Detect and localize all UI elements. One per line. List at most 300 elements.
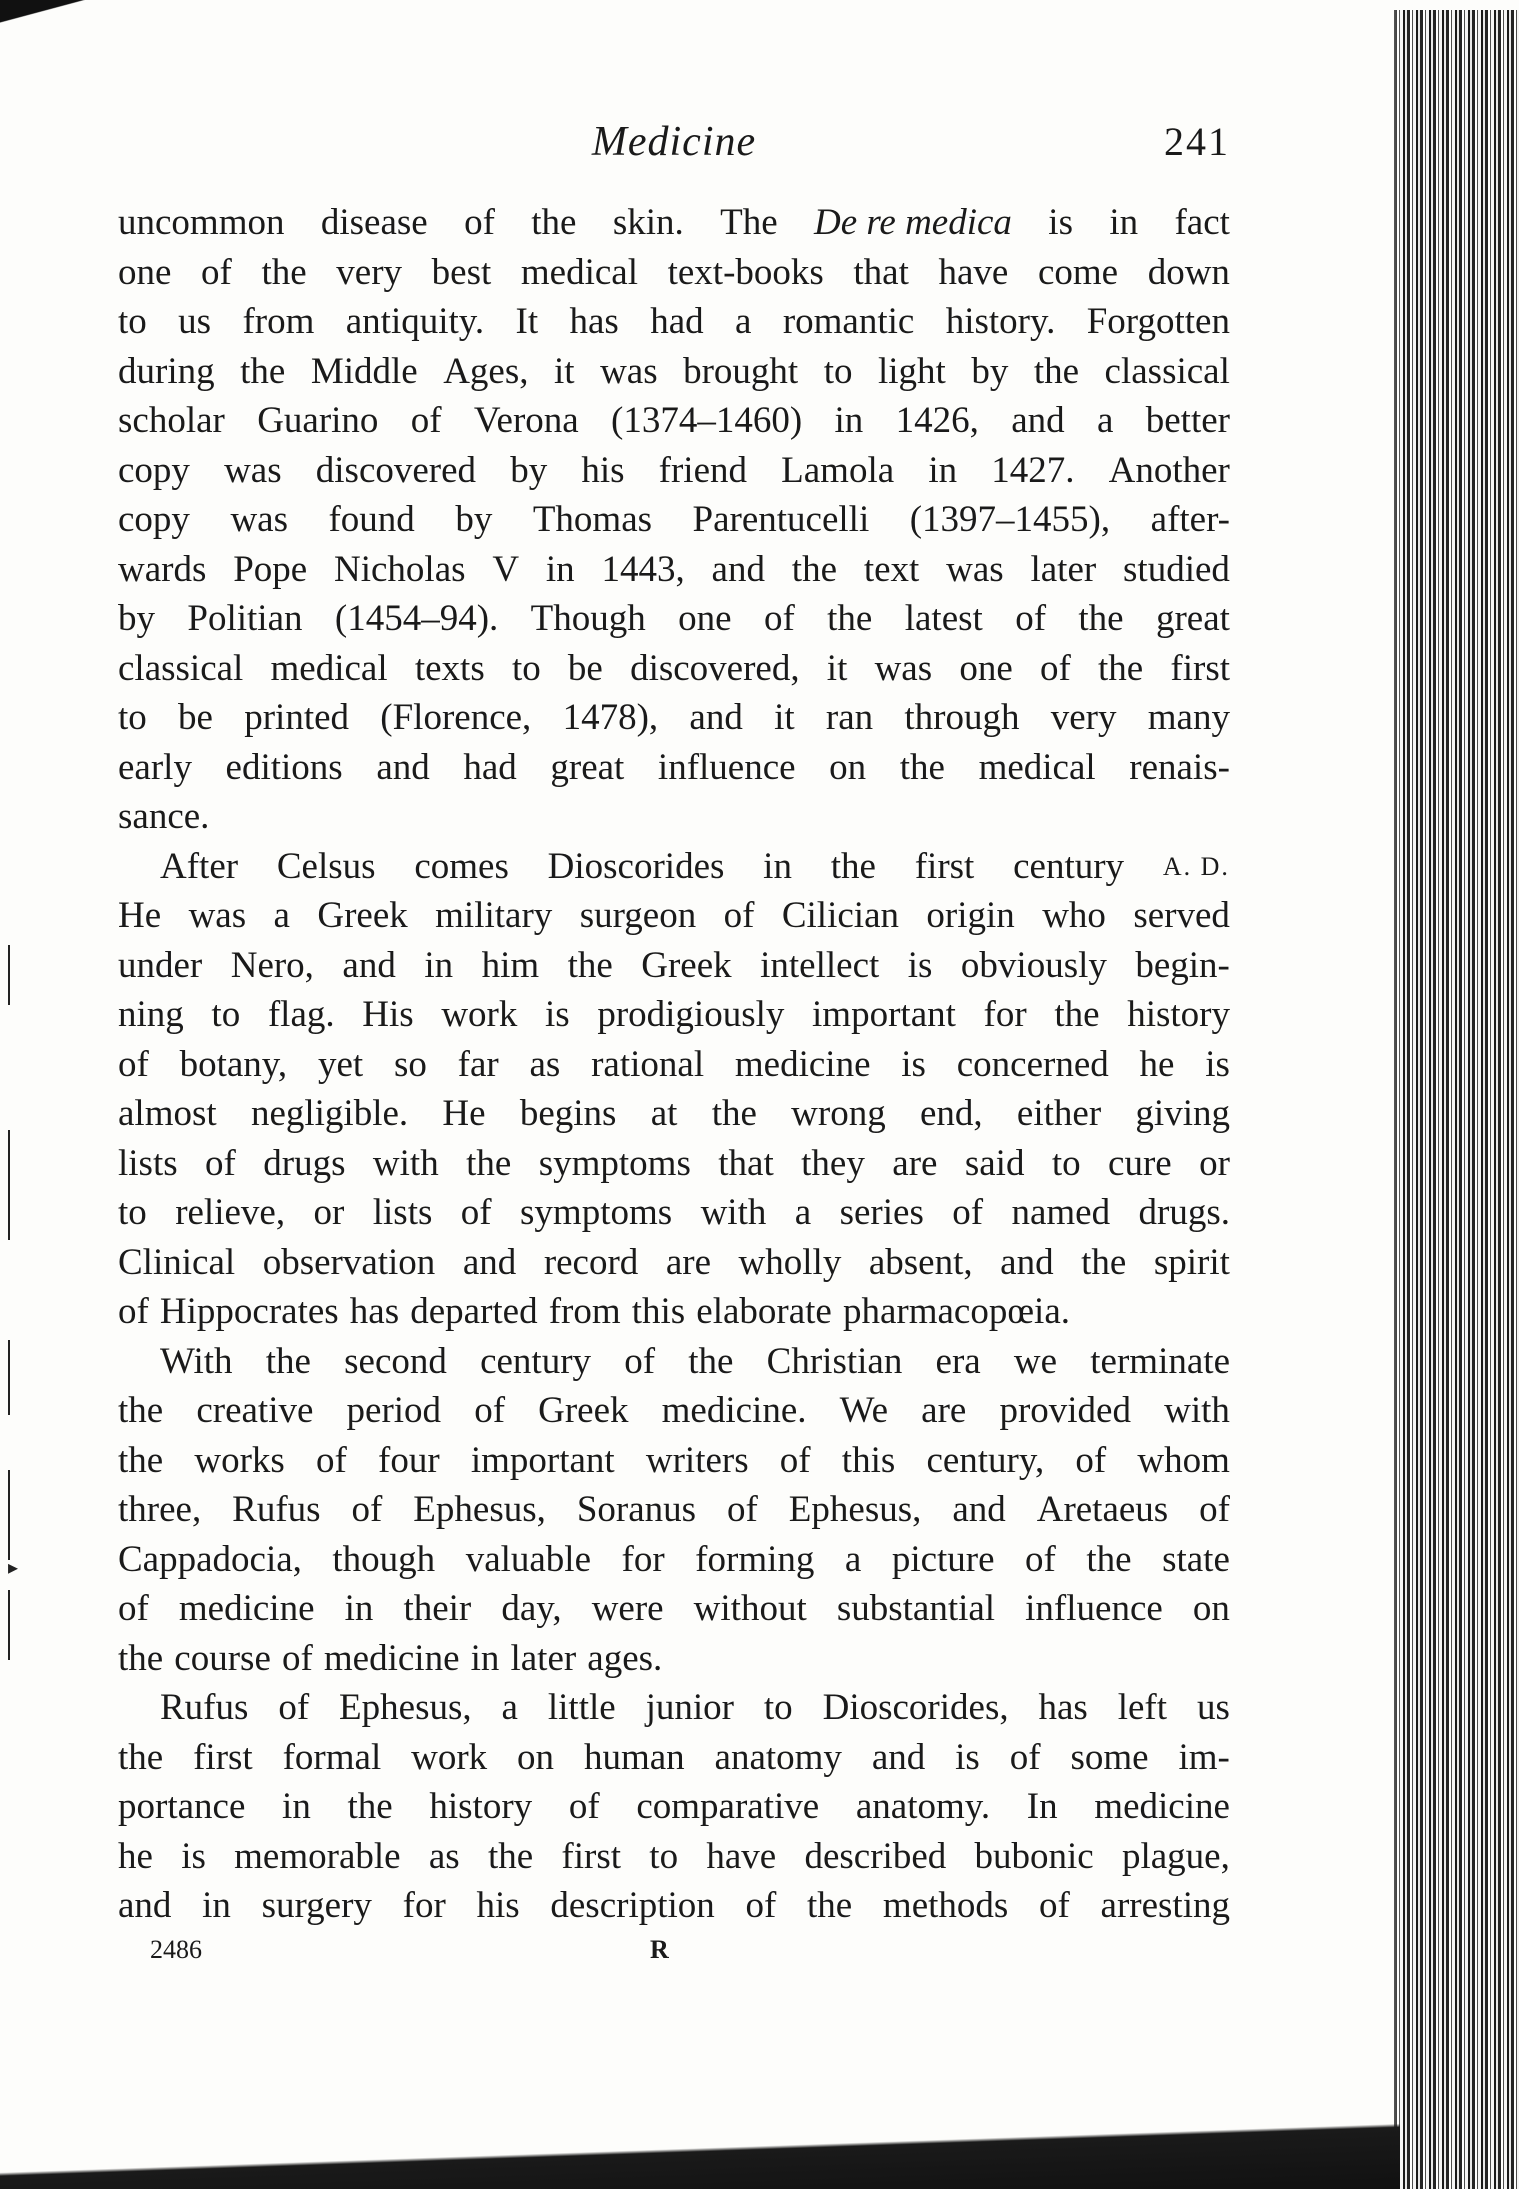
word: comparative bbox=[636, 1786, 820, 1827]
word: Clinical bbox=[118, 1241, 236, 1283]
text-line bbox=[118, 446, 1230, 496]
word: of bbox=[1039, 647, 1071, 689]
word: and bbox=[871, 1736, 926, 1778]
text-line bbox=[118, 1881, 1230, 1931]
word: fact bbox=[1174, 202, 1230, 243]
word: has bbox=[349, 1291, 400, 1332]
word: elaborate bbox=[696, 1291, 832, 1332]
word: and bbox=[118, 1885, 172, 1926]
word: (Florence, bbox=[380, 697, 532, 738]
word: the bbox=[791, 548, 837, 590]
word: in bbox=[470, 1637, 500, 1679]
word: one bbox=[118, 251, 172, 293]
word: the bbox=[567, 944, 613, 986]
word: forming bbox=[695, 1538, 815, 1580]
book-binding-edge bbox=[1394, 10, 1519, 2189]
scan-bottom-shadow bbox=[0, 2119, 1400, 2189]
word: romantic bbox=[782, 301, 915, 342]
word: symptoms bbox=[538, 1142, 691, 1184]
word: many bbox=[1147, 697, 1230, 738]
word: medicine. bbox=[661, 1390, 807, 1431]
word: history. bbox=[945, 301, 1056, 342]
word: texts bbox=[414, 647, 485, 689]
word: through bbox=[904, 697, 1020, 738]
word: or bbox=[313, 1192, 345, 1233]
text-line bbox=[118, 1584, 1230, 1634]
word: of bbox=[351, 1489, 383, 1530]
text-line bbox=[118, 792, 1230, 842]
word: copy bbox=[118, 499, 190, 540]
word: on bbox=[829, 746, 867, 788]
word: medical bbox=[270, 647, 388, 689]
word: is bbox=[181, 1835, 206, 1877]
word: they bbox=[801, 1142, 865, 1184]
word: has bbox=[569, 301, 619, 342]
word: important bbox=[812, 994, 956, 1035]
word: After bbox=[160, 845, 239, 887]
word: Middle bbox=[310, 350, 418, 392]
word: their bbox=[403, 1588, 472, 1629]
word: of bbox=[952, 1192, 984, 1233]
word: to bbox=[118, 1192, 147, 1233]
word: and bbox=[711, 548, 765, 590]
word: with bbox=[1164, 1390, 1230, 1431]
word: work bbox=[411, 1736, 488, 1778]
word: the bbox=[1097, 647, 1144, 689]
word: series bbox=[839, 1192, 924, 1233]
word: almost bbox=[118, 1093, 217, 1134]
word: have bbox=[938, 251, 1009, 293]
word: century bbox=[1013, 845, 1125, 887]
word: the bbox=[261, 251, 307, 293]
word: the bbox=[688, 1340, 734, 1382]
word: valuable bbox=[465, 1538, 592, 1580]
word: wrong bbox=[791, 1093, 886, 1134]
word: is bbox=[545, 994, 570, 1035]
text-line bbox=[118, 297, 1230, 347]
word: description bbox=[550, 1885, 715, 1926]
word: lists bbox=[372, 1192, 433, 1233]
running-head bbox=[118, 118, 1230, 178]
word: 1478), bbox=[562, 697, 659, 738]
word: military bbox=[435, 895, 553, 936]
word: for bbox=[621, 1538, 665, 1580]
text-line bbox=[118, 644, 1230, 694]
word: of bbox=[1075, 1439, 1107, 1481]
word: us bbox=[178, 301, 212, 342]
word: great bbox=[550, 746, 625, 788]
word: junior bbox=[645, 1687, 734, 1728]
word: Rufus bbox=[160, 1687, 249, 1728]
word: of bbox=[1015, 598, 1047, 639]
word: medicine bbox=[1094, 1786, 1230, 1827]
word: Hippocrates bbox=[159, 1291, 339, 1332]
word: of bbox=[278, 1687, 310, 1728]
word: him bbox=[481, 944, 540, 986]
word: provided bbox=[999, 1390, 1131, 1431]
word: four bbox=[378, 1439, 440, 1481]
body-text bbox=[118, 198, 1230, 1931]
word: light bbox=[878, 350, 946, 392]
text-line bbox=[118, 347, 1230, 397]
word: human bbox=[583, 1736, 685, 1778]
text-line bbox=[118, 594, 1230, 644]
word: has bbox=[1038, 1687, 1088, 1728]
word: the bbox=[118, 1637, 164, 1679]
word: Celsus bbox=[276, 845, 376, 887]
word: in bbox=[202, 1885, 231, 1926]
word: it bbox=[826, 647, 848, 689]
word: by bbox=[510, 449, 548, 491]
word: we bbox=[1013, 1340, 1058, 1382]
margin-mark bbox=[8, 1340, 10, 1415]
word: formal bbox=[282, 1736, 382, 1778]
word: giving bbox=[1135, 1093, 1230, 1134]
word: (1454–94). bbox=[334, 598, 499, 639]
word: by bbox=[455, 499, 493, 540]
word: Forgotten bbox=[1086, 301, 1230, 342]
word: for bbox=[983, 994, 1027, 1035]
word: a bbox=[273, 895, 290, 936]
word: three, bbox=[118, 1489, 202, 1530]
word: of bbox=[474, 1390, 506, 1431]
word: concerned bbox=[956, 1043, 1109, 1085]
text-line bbox=[118, 1188, 1230, 1238]
word: ning bbox=[118, 994, 184, 1035]
word: Verona bbox=[473, 400, 579, 441]
word: creative bbox=[196, 1390, 314, 1431]
word: of bbox=[745, 1885, 777, 1926]
word: with bbox=[372, 1142, 439, 1184]
word: to bbox=[763, 1687, 793, 1728]
text-line bbox=[118, 1139, 1230, 1189]
word: medicine bbox=[178, 1588, 315, 1629]
word: were bbox=[591, 1588, 664, 1629]
word: course bbox=[174, 1637, 271, 1679]
word: of bbox=[1039, 1885, 1070, 1926]
word: medicine bbox=[734, 1043, 871, 1085]
scan-corner-shadow bbox=[0, 0, 150, 60]
running-head-title: Medicine bbox=[591, 119, 757, 165]
text-line bbox=[118, 1089, 1230, 1139]
word: a bbox=[844, 1538, 862, 1580]
word: later bbox=[510, 1637, 577, 1679]
word: important bbox=[470, 1439, 615, 1481]
word: cure bbox=[1108, 1142, 1172, 1184]
word: and bbox=[462, 1241, 517, 1283]
word: to bbox=[511, 647, 541, 689]
word: served bbox=[1133, 895, 1230, 936]
word: second bbox=[344, 1340, 447, 1382]
text-line bbox=[118, 1634, 1230, 1684]
word: ages. bbox=[587, 1637, 663, 1679]
word: era bbox=[935, 1340, 981, 1382]
word: are bbox=[892, 1142, 938, 1184]
text-line bbox=[118, 495, 1230, 545]
word: of bbox=[727, 1489, 758, 1530]
margin-mark bbox=[8, 1590, 10, 1660]
word: Greek bbox=[641, 944, 732, 986]
word: classical bbox=[118, 647, 244, 689]
text-line bbox=[118, 396, 1230, 446]
word: of bbox=[410, 400, 442, 441]
word: flag. bbox=[267, 994, 335, 1035]
word: are bbox=[665, 1241, 712, 1283]
word: to bbox=[823, 350, 853, 392]
word: early bbox=[118, 746, 192, 788]
word: terminate bbox=[1090, 1340, 1230, 1382]
word: is bbox=[901, 1043, 926, 1085]
word: the bbox=[1081, 1241, 1127, 1283]
word: for bbox=[402, 1885, 446, 1926]
word: little bbox=[547, 1687, 616, 1728]
word: renais- bbox=[1129, 746, 1230, 788]
word: He bbox=[118, 895, 162, 936]
text-line bbox=[118, 1832, 1230, 1882]
text-line bbox=[118, 1287, 1230, 1337]
text-line bbox=[118, 198, 1230, 248]
word: of bbox=[118, 1043, 149, 1085]
word: the bbox=[118, 1390, 164, 1431]
word: brought bbox=[683, 350, 799, 392]
word: it bbox=[774, 697, 795, 738]
word: Dioscorides, bbox=[822, 1687, 1009, 1728]
text-line bbox=[118, 693, 1230, 743]
text-line bbox=[118, 1337, 1230, 1387]
word: and bbox=[689, 697, 743, 738]
word: botany, bbox=[179, 1043, 288, 1085]
word: to bbox=[1051, 1142, 1081, 1184]
word: editions bbox=[225, 746, 343, 788]
word: pharmacopœia. bbox=[842, 1291, 1070, 1332]
text-line bbox=[118, 1782, 1230, 1832]
word: Dioscorides bbox=[547, 845, 725, 887]
word: and bbox=[376, 746, 430, 788]
word: the bbox=[827, 598, 873, 639]
word: and bbox=[342, 944, 396, 986]
margin-arrow-icon: ▸ bbox=[8, 1555, 19, 1579]
text-line bbox=[118, 743, 1230, 793]
word: to bbox=[211, 994, 241, 1035]
word: the bbox=[265, 1340, 311, 1382]
word: Pope bbox=[233, 548, 308, 590]
word: Thomas bbox=[532, 499, 653, 540]
word: to bbox=[118, 697, 147, 738]
word: spirit bbox=[1153, 1241, 1230, 1283]
text-line bbox=[118, 1436, 1230, 1486]
word: had bbox=[463, 746, 517, 788]
word: of bbox=[201, 251, 232, 293]
text-line bbox=[118, 891, 1230, 941]
word: was bbox=[188, 895, 247, 936]
word: V bbox=[492, 548, 520, 590]
word: 1426, bbox=[895, 400, 979, 441]
word: later bbox=[1030, 548, 1097, 590]
word: Greek bbox=[317, 895, 408, 936]
word: His bbox=[362, 994, 414, 1035]
word: so bbox=[393, 1043, 427, 1085]
word: plague, bbox=[1121, 1835, 1230, 1877]
word: medicine bbox=[323, 1637, 460, 1679]
word: very bbox=[1050, 697, 1117, 738]
word: of bbox=[118, 1291, 149, 1332]
word: De re medica bbox=[814, 202, 1012, 243]
word: medical bbox=[520, 251, 638, 293]
word: printed bbox=[244, 697, 350, 738]
word: either bbox=[1016, 1093, 1102, 1134]
word: the bbox=[466, 1142, 512, 1184]
word: a bbox=[735, 301, 752, 342]
text-line bbox=[118, 1238, 1230, 1288]
word: the bbox=[487, 1835, 534, 1877]
word: Cilician bbox=[781, 895, 899, 936]
word: sance. bbox=[118, 796, 210, 837]
word: works bbox=[194, 1439, 285, 1481]
word: in bbox=[763, 845, 792, 887]
word: yet bbox=[317, 1043, 364, 1085]
word: (1374–1460) bbox=[611, 400, 803, 441]
word: or bbox=[1199, 1142, 1230, 1184]
word: Nero, bbox=[230, 944, 314, 986]
word: come bbox=[1037, 251, 1119, 293]
word: in bbox=[344, 1588, 374, 1629]
word: the bbox=[118, 1736, 164, 1778]
word: during bbox=[118, 350, 215, 392]
word: a bbox=[1096, 400, 1114, 441]
word: comes bbox=[414, 845, 509, 887]
word: is bbox=[1048, 202, 1073, 243]
word: Ephesus, bbox=[413, 1489, 546, 1530]
word: some bbox=[1070, 1736, 1149, 1778]
word: A. D. bbox=[1162, 851, 1230, 881]
word: state bbox=[1162, 1538, 1230, 1580]
word: of bbox=[1025, 1538, 1056, 1580]
word: as bbox=[428, 1835, 460, 1877]
word: one bbox=[678, 598, 732, 639]
word: The bbox=[720, 202, 778, 243]
word: that bbox=[718, 1142, 774, 1184]
binding-fade bbox=[1371, 10, 1401, 2189]
word: be bbox=[567, 647, 603, 689]
word: left bbox=[1117, 1687, 1168, 1728]
word: was bbox=[230, 499, 288, 540]
word: us bbox=[1196, 1687, 1230, 1728]
word: the bbox=[830, 845, 876, 887]
word: disease bbox=[320, 202, 428, 243]
word: latest bbox=[904, 598, 983, 639]
word: the bbox=[711, 1093, 757, 1134]
page-number: 241 bbox=[1164, 119, 1230, 164]
word: without bbox=[693, 1588, 807, 1629]
word: the bbox=[240, 350, 286, 392]
word: ran bbox=[825, 697, 874, 738]
word: drugs. bbox=[1138, 1192, 1230, 1233]
word: who bbox=[1042, 895, 1106, 936]
word: of bbox=[281, 1637, 313, 1679]
word: scholar bbox=[118, 400, 225, 441]
word: portance bbox=[118, 1786, 246, 1827]
word: on bbox=[517, 1736, 555, 1778]
word: first bbox=[914, 845, 975, 887]
word: named bbox=[1011, 1192, 1111, 1233]
word: a bbox=[501, 1687, 518, 1728]
margin-mark bbox=[8, 945, 10, 1005]
word: history bbox=[429, 1786, 533, 1827]
word: was bbox=[874, 647, 933, 689]
word: was bbox=[946, 548, 1004, 590]
word: great bbox=[1155, 598, 1230, 639]
word: copy bbox=[118, 449, 190, 491]
word: It bbox=[515, 301, 539, 342]
text-line bbox=[118, 1683, 1230, 1733]
word: memorable bbox=[234, 1835, 401, 1877]
word: We bbox=[839, 1390, 889, 1431]
word: Soranus bbox=[576, 1489, 697, 1530]
word: antiquity. bbox=[345, 301, 485, 342]
text-line bbox=[118, 1485, 1230, 1535]
word: from bbox=[242, 301, 315, 342]
word: bubonic bbox=[974, 1835, 1094, 1877]
word: intellect bbox=[760, 944, 880, 986]
word: (1397–1455), bbox=[909, 499, 1111, 540]
margin-mark bbox=[8, 1130, 10, 1240]
word: surgery bbox=[261, 1885, 372, 1926]
word: relieve, bbox=[175, 1192, 286, 1233]
text-line bbox=[118, 545, 1230, 595]
word: writers bbox=[645, 1439, 749, 1481]
word: better bbox=[1145, 400, 1230, 441]
word: text bbox=[863, 548, 920, 590]
word: history bbox=[1127, 994, 1230, 1035]
word: described bbox=[804, 1835, 947, 1877]
word: from bbox=[548, 1291, 621, 1332]
word: departed bbox=[410, 1291, 538, 1332]
word: a bbox=[794, 1192, 812, 1233]
word: Lamola bbox=[781, 449, 895, 491]
word: anatomy bbox=[714, 1736, 842, 1778]
word: as bbox=[529, 1043, 561, 1085]
word: are bbox=[921, 1390, 967, 1431]
word: studied bbox=[1123, 548, 1230, 590]
text-line bbox=[118, 990, 1230, 1040]
word: have bbox=[706, 1835, 777, 1877]
text-line bbox=[118, 941, 1230, 991]
word: by bbox=[971, 350, 1009, 392]
word: discovered, bbox=[630, 647, 800, 689]
word: found bbox=[328, 499, 415, 540]
word: classical bbox=[1104, 350, 1230, 392]
word: of bbox=[316, 1439, 347, 1481]
word: 1443, bbox=[601, 548, 685, 590]
word: the bbox=[531, 202, 577, 243]
word: and bbox=[952, 1489, 1006, 1530]
word: under bbox=[118, 944, 203, 986]
signature-number: 2486 bbox=[150, 1935, 202, 1964]
word: with bbox=[700, 1192, 767, 1233]
word: Greek bbox=[538, 1390, 629, 1431]
word: in bbox=[928, 449, 958, 491]
word: his bbox=[476, 1885, 520, 1926]
word: and bbox=[1000, 1241, 1054, 1283]
text-line bbox=[118, 1040, 1230, 1090]
word: arresting bbox=[1100, 1885, 1230, 1926]
text-line bbox=[118, 1535, 1230, 1585]
word: Rufus bbox=[232, 1489, 321, 1530]
word: by bbox=[118, 598, 155, 639]
word: of bbox=[624, 1340, 656, 1382]
word: in bbox=[424, 944, 454, 986]
word: Parentucelli bbox=[692, 499, 870, 540]
